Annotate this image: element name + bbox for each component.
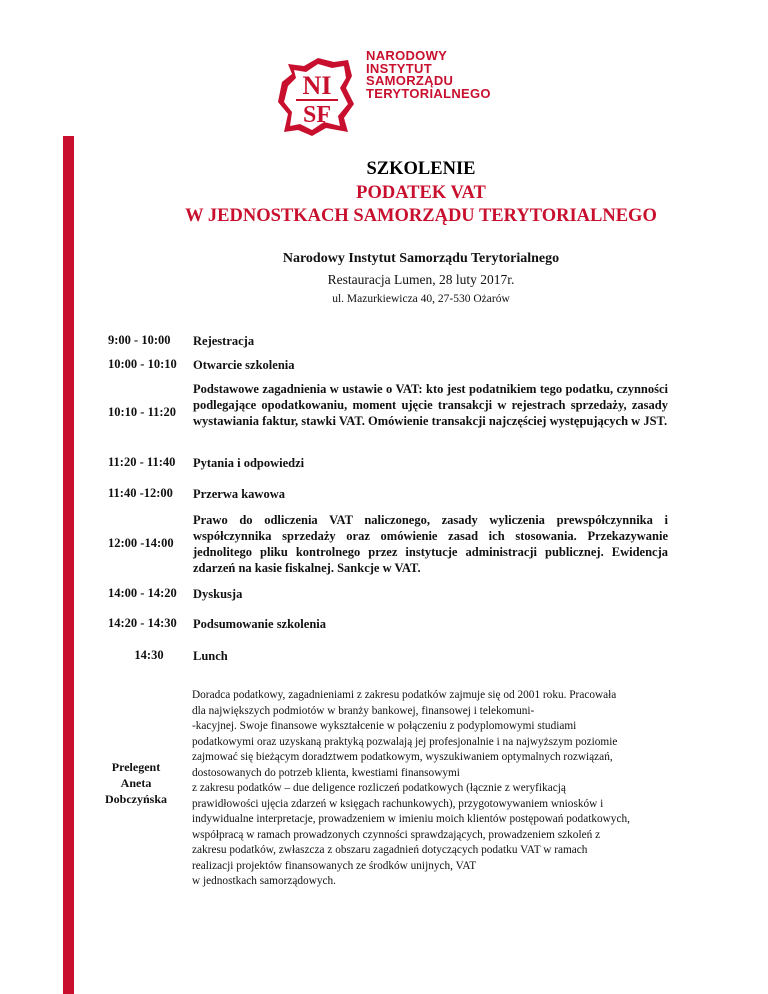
bio-line: współpracą w ramach prowadzonych czynności sprawdzających, prowadzeniem szkoleń z [192,828,601,841]
logo-line: NARODOWY [366,48,448,63]
bio-line: zakresu podatków, zwłaszcza z obszaru zagadnień dotyczących podatku VAT w ramach [192,844,588,856]
title-line-1: SZKOLENIE [366,159,476,179]
agenda-desc: Rejestracja [193,334,255,348]
agenda-desc: Prawo do odliczenia VAT naliczonego, zasady wyliczenia prewspółczynnika i współczynnika sprzedaży oraz omówienie zasad ich stosowania. Przekazywanie jednolitego pliku kontrolnego przez instytucje administracji publicznej. Ewidencja zdarzeń na kasie fiskalnej. Sankcje w VAT. [193,513,668,575]
agenda-time: 10:00 - 10:10 [108,357,177,371]
agenda-desc: Podstawowe zagadnienia w ustawie o VAT: kto jest podatnikiem tego podatku, czynności podlegające opodatkowaniu, moment ujęcie transakcji w rejestrach sprzedaży, zasady wystawiania faktur, stawki VAT. Omówienie transakcji najczęściej występujących w JST. [193,382,668,428]
logo-line: INSTYTUT [366,60,432,76]
bio-line: prawidłowości ujęcia zdarzeń w księgach rachunkowych), przygotowywaniem wniosków i [192,797,604,810]
agenda-time: 9:00 - 10:00 [108,333,171,347]
title-line-3: W JEDNOSTKACH SAMORZĄDU TERYTORIALNEGO [185,206,657,226]
left-red-bar [63,136,74,994]
venue-date: Restauracja Lumen, 28 luty 2017r. [327,272,515,287]
bio-line: Doradca podatkowy, zagadnieniami z zakresu podatków zajmuje się od 2001 roku. Pracowała [192,689,617,701]
agenda-time: 14:20 - 14:30 [108,616,177,630]
nist-logo [270,48,520,148]
speaker-last-name: Dobczyńska [104,792,167,806]
agenda-time: 11:40 -12:00 [108,486,173,500]
agenda-desc: Podsumowanie szkolenia [193,617,327,631]
agenda-desc: Pytania i odpowiedzi [193,456,305,470]
logo-letters-bottom: SF [302,102,332,128]
bio-line: dostosowanych do potrzeb klienta, kwestiami finansowymi [192,766,460,779]
bio-line: w jednostkach samorządowych. [192,875,336,887]
logo-wordmark [366,50,491,100]
agenda-time: 14:00 - 14:20 [108,586,177,600]
agenda-time: 10:10 - 11:20 [108,405,177,419]
speaker-bio [192,688,677,890]
bio-line: -kacyjnej. Swoje finansowe wykształcenie w połączeniu z podyplomowymi studiami [192,720,577,732]
bio-line: dla największych podmiotów w branży bankowej, finansowej i telekomuni- [192,704,535,717]
bio-line: podatkowymi oraz uzyskaną praktyką pozwalają jej profesjonalnie i na najwyższym poziomie [192,735,618,748]
speaker-name [104,759,168,807]
logo-letters-top: NI [302,71,332,100]
title-line-2: PODATEK VAT [356,183,486,203]
speaker-first-name: Aneta [120,776,152,790]
agenda-time: 14:30 [134,648,164,662]
nisf-emblem [274,52,360,138]
logo-line: SAMORZĄDU [366,73,454,88]
speaker-role: Prelegent [111,760,161,774]
address: ul. Mazurkiewicza 40, 27-530 Ożarów [332,293,510,305]
agenda-desc: Otwarcie szkolenia [193,358,295,372]
bio-line: zajmować się bieżącym doradztwem podatkowym, wyszukiwaniem optymalnych rozwiązań, [192,751,613,763]
agenda-time: 11:20 - 11:40 [108,455,176,469]
bio-line: z zakresu podatków – due deligence rozliczeń podatkowych (łącznie z weryfikacją [192,782,566,794]
agenda-desc: Przerwa kawowa [193,487,285,501]
bio-line: realizacji projektów finansowanych ze środków unijnych, VAT [192,859,477,872]
agenda-desc: Lunch [193,649,228,663]
agenda-desc: Dyskusja [193,587,243,601]
agenda-time: 12:00 -14:00 [108,536,174,550]
bio-line: indywidualne interpretacje, prowadzeniem w imieniu moich klientów postępowań podatkowych, [192,813,630,825]
organizer: Narodowy Instytut Samorządu Terytorialnego [282,251,560,266]
logo-line: TERYTORIALNEGO [366,85,491,101]
